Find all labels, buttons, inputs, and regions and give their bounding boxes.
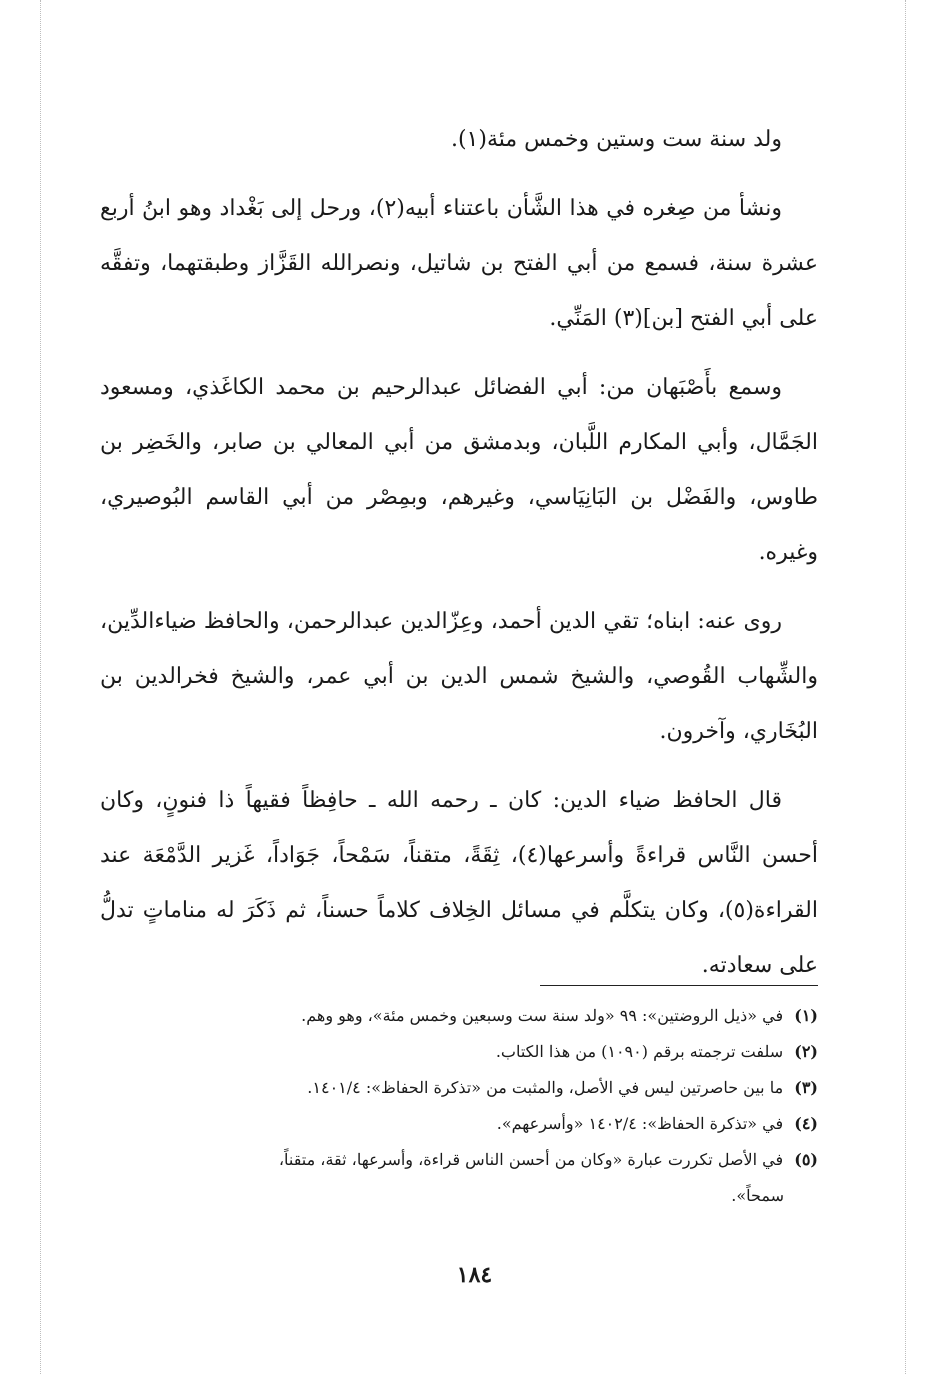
footnote-text: في «تذكرة الحفاظ»: ١٤٠٢/٤ «وأسرعهم».: [496, 1114, 784, 1133]
footnote-text: ما بين حاصرتين ليس في الأصل، والمثبت من «تذكرة الحفاظ»: ١٤٠١/٤.: [307, 1078, 784, 1097]
footnotes: [100, 998, 818, 1214]
footnote-5: [100, 1142, 818, 1178]
scan-edge-left: [40, 0, 41, 1374]
paragraph-upbringing: ونشأ من صِغره في هذا الشَّأن باعتناء أبيه(٢)، ورحل إلى بَغْداد وهو ابنُ أربع عشرة سنة، فسمع من أبي الفتح بن شاتيل، ونصرالله القَزَّاز وطبقتهما، وتفقَّه على أبي الفتح [بن](٣) المَنِّي.: [100, 196, 818, 331]
footnote-number: (٣): [794, 1078, 818, 1097]
footnote-text: سلفت ترجمته برقم (١٠٩٠) من هذا الكتاب.: [495, 1042, 784, 1061]
footnote-3: [100, 1070, 818, 1106]
scan-edge-right: [905, 0, 906, 1374]
footnote-text: في «ذيل الروضتين»: ٩٩ «ولد سنة ست وسبعين وخمس مئة»، وهو وهم.: [301, 1006, 784, 1025]
footnote-number: (١): [794, 1006, 818, 1025]
footnote-divider: [540, 985, 818, 986]
footnote-5-continuation: سمحاً».: [731, 1186, 784, 1205]
footnote-1: [100, 998, 818, 1034]
footnote-number: (٥): [794, 1150, 818, 1169]
paragraph-diya-quote: قال الحافظ ضياء الدين: كان ـ رحمه الله ـ حافِظاً فقيهاً ذا فنونٍ، وكان أحسن النَّاس قراءةً وأسرعها(٤)، ثِقَةً، متقناً، سَمْحاً، جَوَاداً، غَزير الدَّمْعَة عند القراءة(٥)، وكان يتكلَّم في مسائل الخِلاف كلاماً حسناً، ثم ذَكَرَ له مناماتٍ تدلُّ على سعادته.: [100, 788, 819, 978]
footnote-2: [100, 1034, 818, 1070]
main-text: [100, 112, 818, 1007]
page-number: ١٨٤: [456, 1262, 493, 1288]
footnote-number: (٢): [794, 1042, 818, 1061]
paragraph-narrators: روى عنه: ابناه؛ تقي الدين أحمد، وعِزّالدين عبدالرحمن، والحافظ ضياءالدِّين، والشِّهاب القُوصي، والشيخ شمس الدين بن أبي عمر، والشيخ فخرالدين بن البُخَاري، وآخرون.: [100, 609, 818, 744]
footnote-text: في الأصل تكررت عبارة «وكان من أحسن الناس قراءة، وأسرعها، ثقة، متقناً،: [278, 1150, 784, 1169]
footnote-4: [100, 1106, 818, 1142]
footnote-number: (٤): [794, 1114, 818, 1133]
paragraph-birth: ولد سنة ست وستين وخمس مئة(١).: [450, 127, 782, 152]
paragraph-isfahan: وسمع بأَصْبَهان من: أبي الفضائل عبدالرحيم بن محمد الكاغَذي، ومسعود الجَمَّال، وأبي المكارم اللَّبان، وبدمشق من أبي المعالي بن صابر، والخَضِر بن طاوس، والفَضْل بن البَانِيَاسي، وغيرهم، وبمِصْر من أبي القاسم البُوصيري، وغيره.: [100, 375, 818, 565]
